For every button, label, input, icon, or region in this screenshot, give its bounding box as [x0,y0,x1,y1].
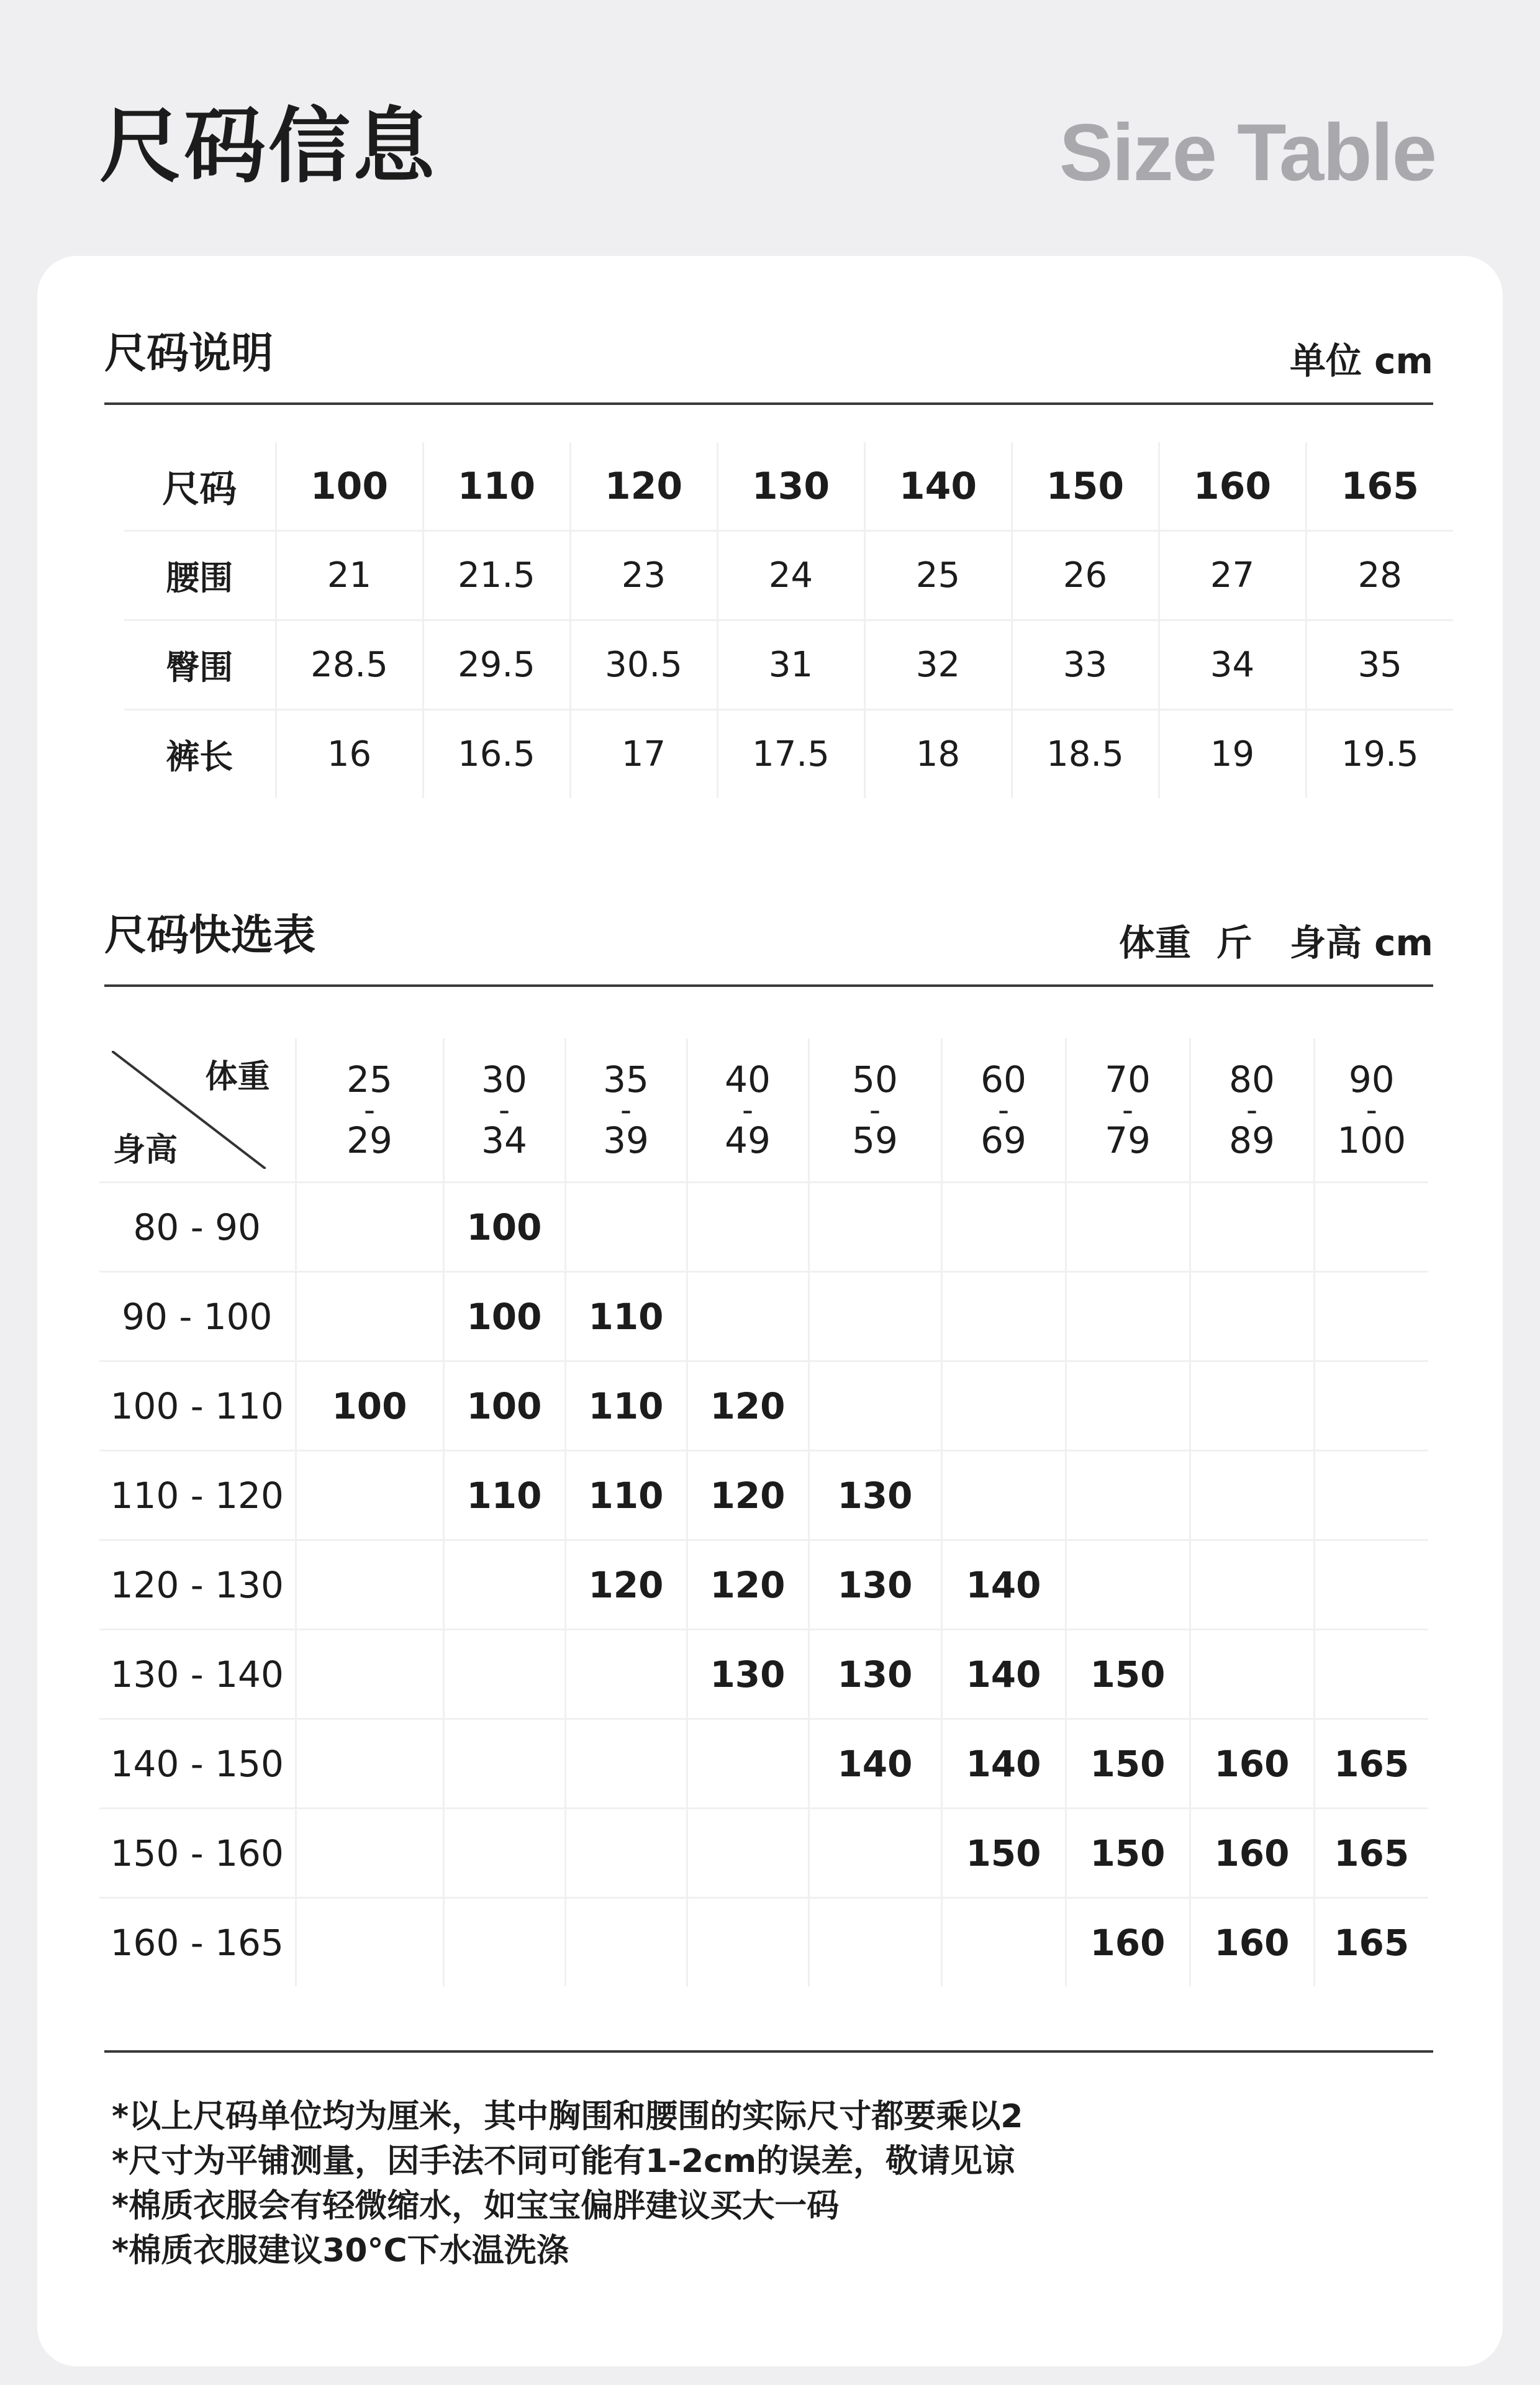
table-cell: 16 [276,710,423,799]
size-cell [941,1361,1066,1451]
height-range-label: 140 - 150 [99,1719,296,1809]
table-row [99,1719,1428,1809]
size-cell [296,1719,443,1809]
size-cell [1190,1272,1314,1361]
weight-range [1229,1058,1275,1161]
table-row [124,710,1453,799]
weight-low: 40 [725,1058,771,1101]
weight-range-header [808,1038,941,1183]
weight-low: 35 [603,1058,649,1101]
weight-high: 34 [481,1119,527,1161]
size-cell: 120 [565,1540,687,1630]
table-cell: 18 [864,710,1012,799]
weight-high: 89 [1229,1119,1275,1161]
notes [112,2094,1416,2273]
corner-weight-label: 体重 [205,1058,270,1096]
size-cell: 120 [687,1361,808,1451]
size-cell: 110 [443,1451,565,1540]
quick-select-title: 尺码快选表 [104,911,316,960]
size-cell [1066,1272,1190,1361]
size-desc-header [104,330,1433,405]
size-cell [1314,1183,1428,1272]
note-line: *棉质衣服会有轻微缩水，如宝宝偏胖建议买大一码 [112,2187,840,2225]
range-dash: - [869,1092,881,1128]
size-cell [1314,1630,1428,1719]
size-cell [565,1898,687,1987]
weight-high: 39 [603,1119,649,1161]
table-row [124,442,1453,531]
row-label: 腰围 [124,531,276,620]
range-dash: - [1246,1092,1258,1128]
size-cell [443,1540,565,1630]
size-cell: 160 [1190,1719,1314,1809]
weight-range [725,1058,771,1161]
table-cell: 140 [864,442,1012,531]
table-row [99,1898,1428,1987]
size-cell: 165 [1314,1719,1428,1809]
table-cell: 130 [717,442,864,531]
table-cell: 35 [1306,620,1453,710]
size-cell [808,1272,941,1361]
size-cell [1314,1540,1428,1630]
weight-low: 25 [346,1058,392,1101]
table-cell: 21.5 [423,531,570,620]
height-range-label: 120 - 130 [99,1540,296,1630]
size-cell: 150 [941,1809,1066,1898]
weight-range [603,1058,649,1161]
table-cell: 33 [1012,620,1159,710]
weight-range [481,1058,527,1161]
table-cell: 29.5 [423,620,570,710]
table-row [124,531,1453,620]
size-cell [296,1451,443,1540]
size-cell [687,1719,808,1809]
table-row [124,620,1453,710]
row-label: 臀围 [124,620,276,710]
quick-select-unit: 体重 斤 身高 cm [1119,922,1433,964]
table-cell: 17 [570,710,717,799]
note-line: *棉质衣服建议30°C下水温洗涤 [112,2232,569,2269]
height-range-label: 80 - 90 [99,1183,296,1272]
size-cell [1066,1451,1190,1540]
height-range-label: 130 - 140 [99,1630,296,1719]
range-dash: - [997,1092,1010,1128]
table-cell: 160 [1159,442,1306,531]
size-cell: 130 [808,1540,941,1630]
size-cell [565,1719,687,1809]
size-cell: 110 [565,1451,687,1540]
weight-low: 60 [981,1058,1026,1101]
size-desc-title: 尺码说明 [104,329,274,378]
size-cell: 160 [1066,1898,1190,1987]
weight-range-header [296,1038,443,1183]
table-cell: 28.5 [276,620,423,710]
size-cell: 100 [443,1183,565,1272]
size-cell: 150 [1066,1719,1190,1809]
divider [104,402,1433,405]
size-cell [443,1809,565,1898]
height-range-label: 160 - 165 [110,1921,284,1964]
page-title: 尺码信息 [99,99,437,194]
weight-low: 50 [852,1058,898,1101]
weight-high: 59 [852,1119,898,1161]
size-cell [941,1898,1066,1987]
weight-high: 79 [1105,1119,1151,1161]
size-cell [1190,1361,1314,1451]
table-cell: 31 [717,620,864,710]
size-cell: 130 [808,1451,941,1540]
table-cell: 34 [1159,620,1306,710]
weight-range [346,1058,392,1161]
size-cell [296,1898,443,1987]
size-cell [443,1898,565,1987]
size-cell [687,1898,808,1987]
size-cell [1314,1272,1428,1361]
size-cell: 120 [687,1540,808,1630]
table-cell: 25 [864,531,1012,620]
table-cell: 27 [1159,531,1306,620]
table-cell: 19.5 [1306,710,1453,799]
weight-range [852,1058,898,1161]
size-cell [296,1630,443,1719]
weight-range-header [1066,1038,1190,1183]
size-cell: 160 [1190,1809,1314,1898]
size-cell: 140 [941,1540,1066,1630]
range-dash: - [498,1092,510,1128]
weight-range-header [1190,1038,1314,1183]
table-cell: 17.5 [717,710,864,799]
table-header-row [99,1038,1428,1183]
weight-high: 69 [981,1119,1026,1161]
size-cell [443,1719,565,1809]
table-row [99,1272,1428,1361]
size-cell [687,1183,808,1272]
weight-high: 29 [346,1119,392,1161]
range-dash: - [1366,1092,1377,1128]
page-subtitle: Size Table [1059,107,1436,198]
weight-low: 90 [1348,1058,1395,1101]
size-cell: 110 [565,1361,687,1451]
table-cell: 16.5 [423,710,570,799]
note-line: *以上尺码单位均为厘米，其中胸围和腰围的实际尺寸都要乘以2 [112,2098,1023,2135]
row-label: 尺码 [124,442,276,531]
size-cell: 130 [687,1630,808,1719]
quick-select-header [104,912,1433,987]
weight-high: 49 [725,1119,771,1161]
weight-low: 80 [1229,1058,1275,1101]
quick-select-table [99,1038,1428,1986]
size-cell: 110 [565,1272,687,1361]
size-cell [1190,1540,1314,1630]
size-cell [1066,1183,1190,1272]
size-cell: 150 [1066,1809,1190,1898]
size-cell [808,1183,941,1272]
range-dash: - [363,1092,376,1128]
table-cell: 28 [1306,531,1453,620]
height-range-label: 110 - 120 [99,1451,296,1540]
size-cell [808,1898,941,1987]
table-cell: 24 [717,531,864,620]
range-dash: - [741,1092,754,1128]
size-cell [687,1272,808,1361]
table-cell: 32 [864,620,1012,710]
size-cell: 165 [1314,1898,1428,1987]
size-cell: 140 [941,1630,1066,1719]
height-range-label: 100 - 110 [99,1361,296,1451]
size-cell: 140 [941,1719,1066,1809]
size-cell [1190,1630,1314,1719]
weight-range-header [565,1038,687,1183]
size-cell [1314,1361,1428,1451]
note-line: *尺寸为平铺测量，因手法不同可能有1-2cm的误差，敬请见谅 [112,2143,1015,2180]
size-cell: 100 [443,1361,565,1451]
size-info-card [37,256,1503,2366]
divider [104,984,1433,987]
size-cell [1190,1451,1314,1540]
size-cell [1314,1451,1428,1540]
table-row [99,1361,1428,1451]
size-cell [565,1183,687,1272]
weight-range-header [1314,1038,1428,1183]
range-dash: - [620,1092,632,1128]
weight-range-header [443,1038,565,1183]
table-cell: 110 [423,442,570,531]
size-cell [296,1540,443,1630]
range-dash: - [1121,1092,1134,1128]
size-cell: 165 [1314,1809,1428,1898]
table-row [99,1630,1428,1719]
size-description-table [124,442,1453,798]
size-cell [687,1809,808,1898]
weight-range [1337,1058,1406,1161]
weight-low: 70 [1105,1058,1151,1101]
divider [104,2050,1433,2053]
height-range-label: 150 - 160 [99,1809,296,1898]
size-cell [1066,1361,1190,1451]
size-cell [941,1451,1066,1540]
table-cell: 19 [1159,710,1306,799]
weight-range-header [941,1038,1066,1183]
size-cell: 160 [1190,1898,1314,1987]
size-desc-unit: 单位 cm [1289,340,1433,382]
corner-height-label: 身高 [113,1132,178,1169]
table-row [99,1809,1428,1898]
weight-range-header [687,1038,808,1183]
row-label: 裤长 [166,737,233,776]
size-cell [296,1809,443,1898]
table-cell: 150 [1012,442,1159,531]
size-cell [565,1809,687,1898]
corner-cell [99,1038,296,1183]
table-cell: 26 [1012,531,1159,620]
table-cell: 18.5 [1012,710,1159,799]
weight-low: 30 [481,1058,527,1101]
table-row [99,1183,1428,1272]
weight-high: 100 [1337,1119,1406,1161]
size-cell [1190,1183,1314,1272]
weight-range [1105,1058,1151,1161]
size-cell [296,1272,443,1361]
size-cell [443,1630,565,1719]
size-cell [565,1630,687,1719]
table-cell: 165 [1306,442,1453,531]
size-cell [808,1809,941,1898]
table-cell: 120 [570,442,717,531]
table-cell: 21 [276,531,423,620]
table-cell: 100 [276,442,423,531]
size-cell [1066,1540,1190,1630]
size-cell: 100 [296,1361,443,1451]
weight-range [981,1058,1026,1161]
table-cell: 23 [570,531,717,620]
height-range-label: 90 - 100 [99,1272,296,1361]
size-cell [941,1183,1066,1272]
size-cell: 120 [687,1451,808,1540]
table-cell: 30.5 [570,620,717,710]
size-cell [941,1272,1066,1361]
size-cell [808,1361,941,1451]
table-row [99,1540,1428,1630]
size-cell: 140 [808,1719,941,1809]
size-cell: 150 [1066,1630,1190,1719]
size-cell: 130 [808,1630,941,1719]
table-row [99,1451,1428,1540]
size-cell [296,1183,443,1272]
size-cell: 100 [443,1272,565,1361]
